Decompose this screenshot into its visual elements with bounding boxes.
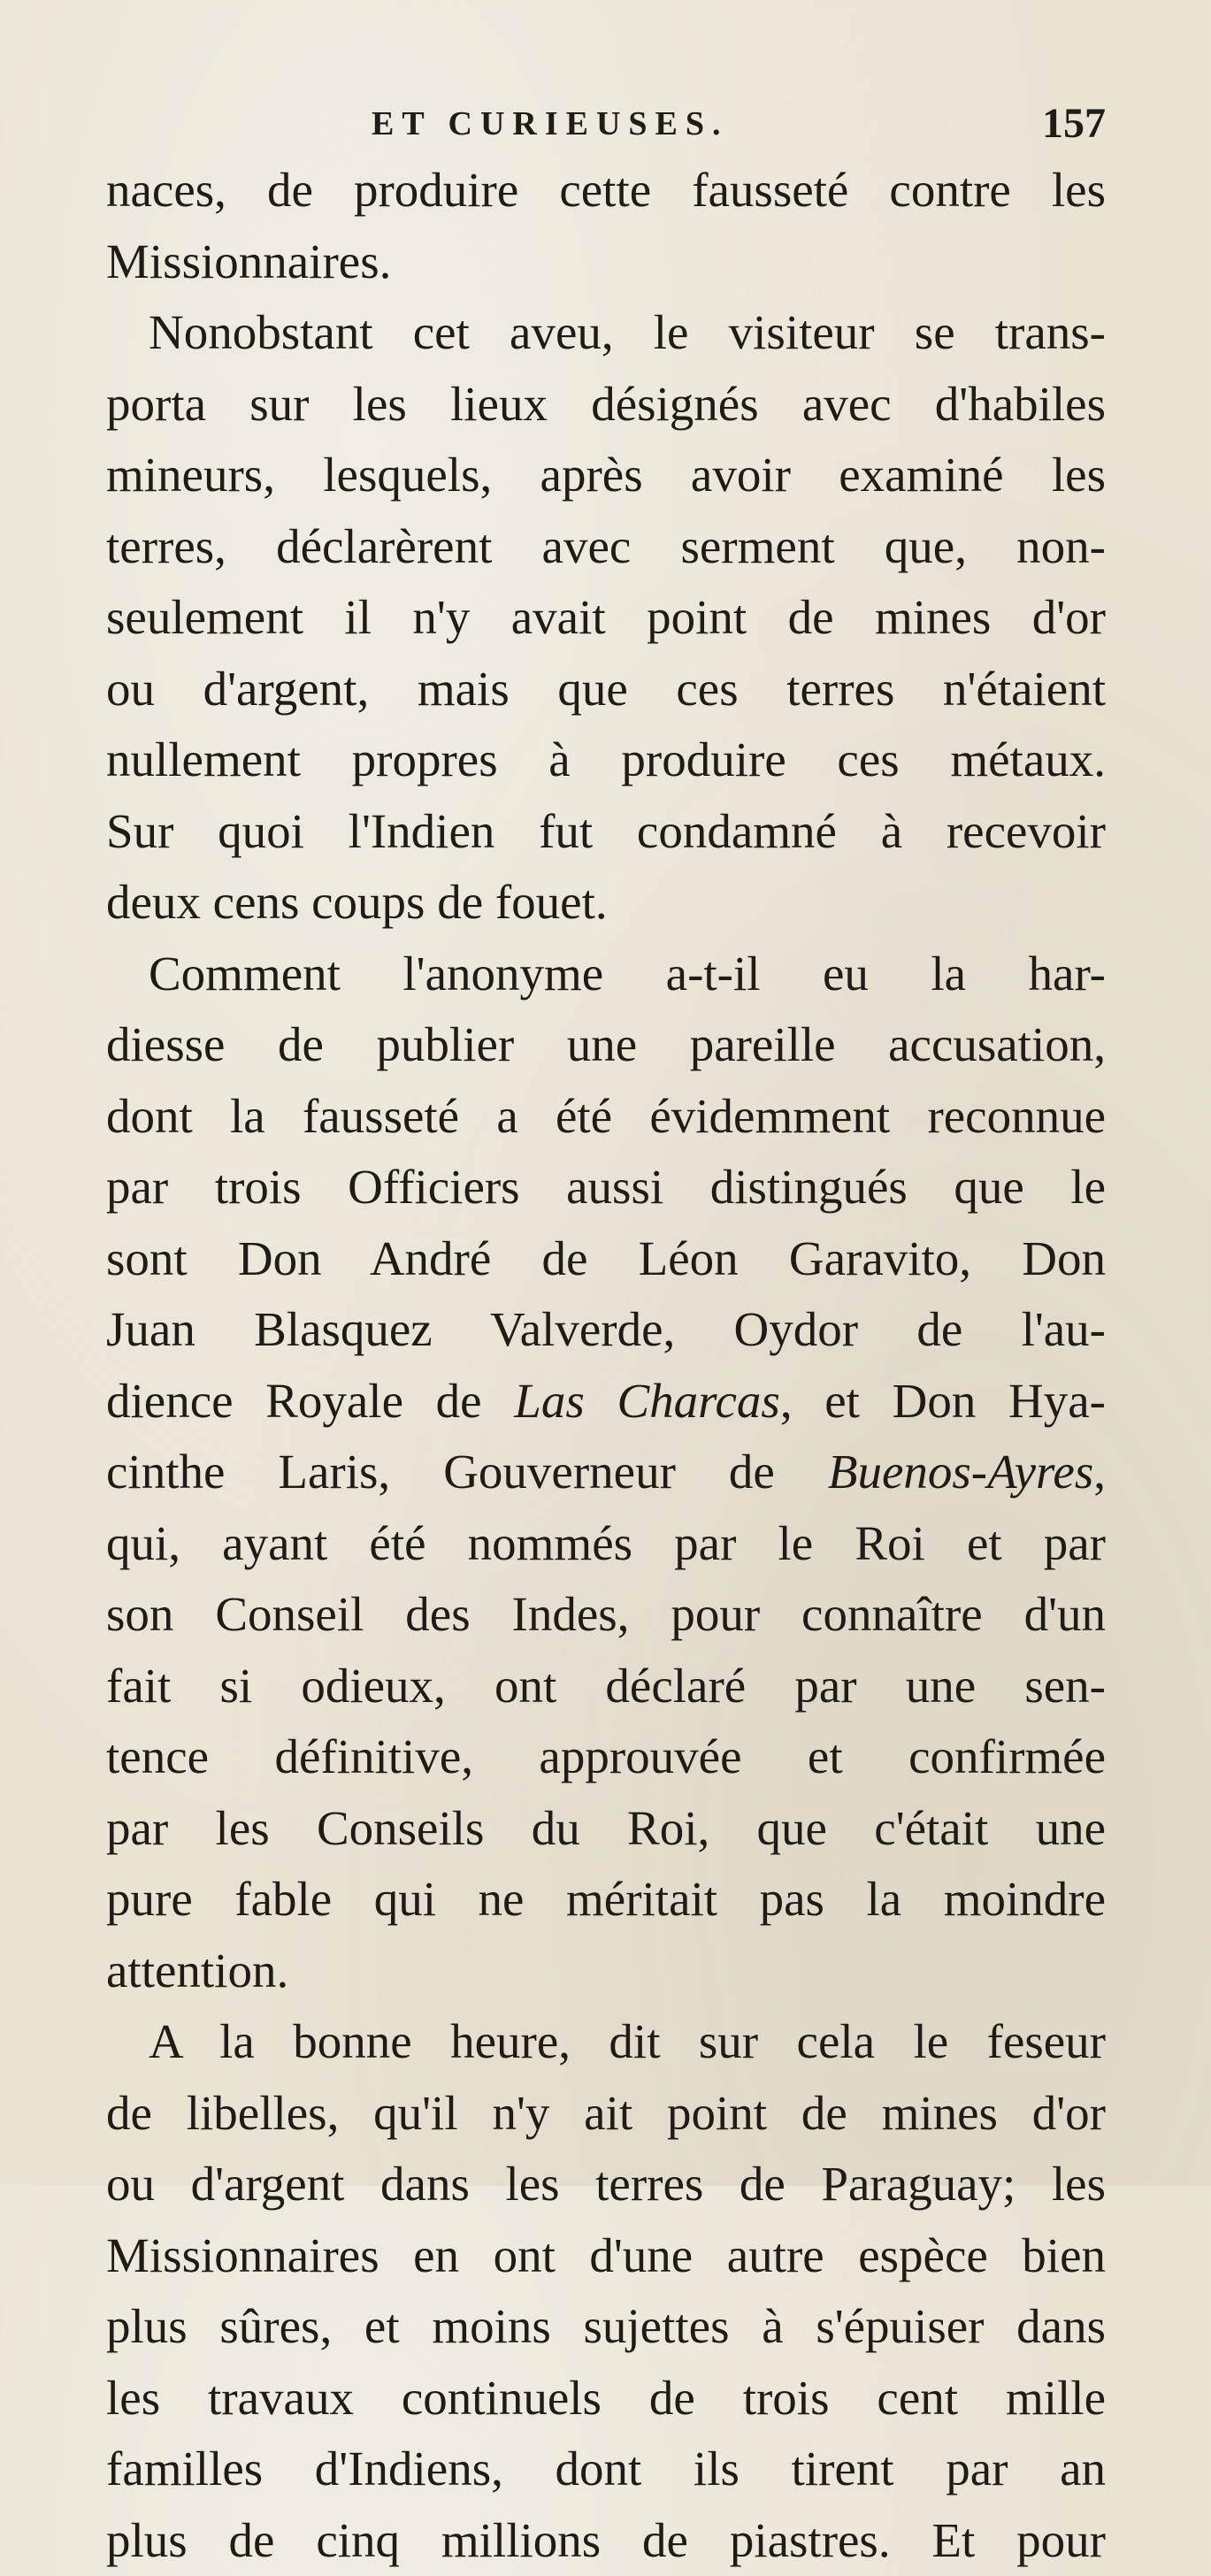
text-line: attention. (106, 1936, 1106, 2007)
text-line: Comment l'anonyme a-t-il eu la har- (106, 939, 1106, 1010)
text-line: terres, déclarèrent avec serment que, non- (106, 511, 1106, 583)
text-line: porta sur les lieux désignés avec d'habiles (106, 369, 1106, 441)
text-segment: , (1093, 1445, 1106, 1499)
text-line: les travaux continuels de trois cent mille (106, 2363, 1106, 2434)
text-line (106, 1366, 1106, 1438)
running-head (106, 104, 1106, 157)
text-line: qui, ayant été nommés par le Roi et par (106, 1508, 1106, 1580)
text-segment: , et Don Hya- (780, 1374, 1106, 1428)
text-line: familles d'Indiens, dont ils tirent par an (106, 2434, 1106, 2505)
text-line: mineurs, lesquels, après avoir examiné les (106, 440, 1106, 511)
text-line: Missionnaires. (106, 226, 1106, 298)
text-segment: cinthe Laris, Gouverneur de (106, 1445, 828, 1499)
text-line: pure fable qui ne méritait pas la moindre (106, 1864, 1106, 1936)
text-line: par trois Officiers aussi distingués que le (106, 1152, 1106, 1223)
text-segment: dience Royale de (106, 1374, 514, 1428)
place-name-italic: Las Charcas (514, 1374, 780, 1428)
text-line: plus sûres, et moins sujettes à s'épuiser dans (106, 2291, 1106, 2363)
page-number: 157 (1042, 99, 1106, 148)
text-line: Juan Blasquez Valverde, Oydor de l'au- (106, 1294, 1106, 1366)
text-line: seulement il n'y avait point de mines d'or (106, 582, 1106, 654)
text-line: ou d'argent, mais que ces terres n'étaient (106, 654, 1106, 725)
text-line: diesse de publier une pareille accusation, (106, 1009, 1106, 1081)
text-line: par les Conseils du Roi, que c'était une (106, 1793, 1106, 1865)
text-line: fait si odieux, ont déclaré par une sen- (106, 1651, 1106, 1722)
body-text (106, 155, 1106, 2576)
text-line: tence définitive, approuvée et confirmée (106, 1721, 1106, 1793)
text-line: de libelles, qu'il n'y ait point de mines d'or (106, 2078, 1106, 2150)
text-line: A la bonne heure, dit sur cela le feseur (106, 2006, 1106, 2078)
text-line: Nonobstant cet aveu, le visiteur se trans- (106, 297, 1106, 369)
text-line: nullement propres à produire ces métaux. (106, 724, 1106, 796)
text-line: ou d'argent dans les terres de Paraguay; les (106, 2149, 1106, 2220)
place-name-italic: Buenos-Ayres (828, 1445, 1093, 1499)
text-line: naces, de produire cette fausseté contre les (106, 155, 1106, 226)
text-line: son Conseil des Indes, pour connaître d'un (106, 1579, 1106, 1651)
text-line: plus de cinq millions de piastres. Et pour (106, 2505, 1106, 2576)
text-line: dont la fausseté a été évidemment reconnue (106, 1081, 1106, 1153)
text-line: Missionnaires en ont d'une autre espèce bien (106, 2220, 1106, 2292)
text-line: Sur quoi l'Indien fut condamné à recevoir (106, 796, 1106, 868)
text-line (106, 1437, 1106, 1508)
running-title: ET CURIEUSES. (372, 104, 729, 143)
text-line: deux cens coups de fouet. (106, 867, 1106, 939)
text-line: sont Don André de Léon Garavito, Don (106, 1223, 1106, 1295)
